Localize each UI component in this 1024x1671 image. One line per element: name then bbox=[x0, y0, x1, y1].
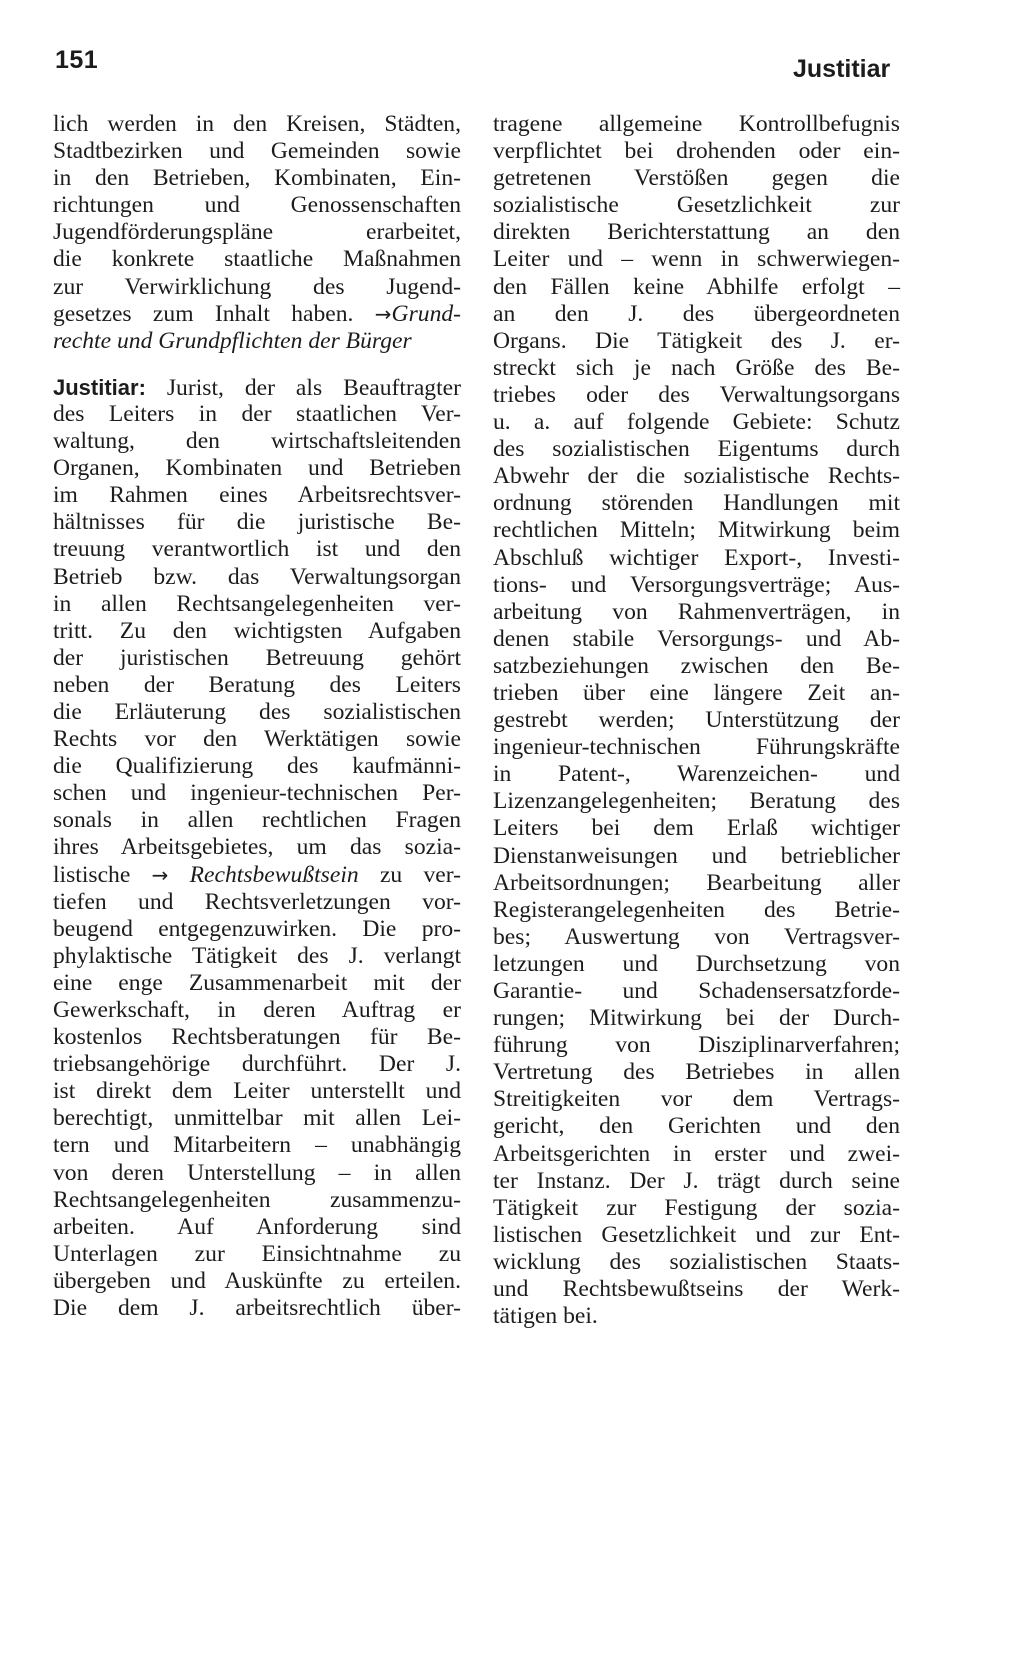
text-line: Abwehr der die sozialistische Rechts- bbox=[493, 463, 900, 490]
text-line: Garantie- und Schadensersatzforde- bbox=[493, 978, 900, 1004]
text-line: tritt. Zu den wichtigsten Aufgaben bbox=[53, 617, 461, 644]
text-line: die Qualifizierung des kaufmänni- bbox=[53, 753, 461, 780]
text-line: waltung, den wirtschaftsleitenden bbox=[53, 428, 461, 455]
text-line: an den J. des übergeordneten bbox=[493, 300, 900, 327]
text-line: trieben über eine längere Zeit an- bbox=[493, 679, 900, 706]
text-line: neben der Beratung des Leiters bbox=[53, 671, 461, 698]
text-line: die konkrete staatliche Maßnahmen bbox=[53, 246, 461, 273]
text-line bbox=[53, 301, 461, 328]
text-line: Organs. Die Tätigkeit des J. er- bbox=[493, 327, 900, 354]
text-line: den Fällen keine Abhilfe erfolgt – bbox=[493, 273, 900, 300]
text-line: sozialistische Gesetzlichkeit zur bbox=[493, 192, 900, 219]
text-line: letzungen und Durchsetzung von bbox=[493, 950, 900, 977]
text-fragment: Jurist, der als Beauftragter bbox=[166, 374, 461, 401]
text-line: Lizenzangelegenheiten; Beratung des bbox=[493, 788, 900, 815]
text-line: des Leiters in der staatlichen Ver- bbox=[53, 400, 461, 427]
text-line: beugend entgegenzuwirken. Die pro- bbox=[53, 915, 461, 942]
arrow-right-icon: → bbox=[151, 862, 169, 887]
text-line: arbeiten. Auf Anforderung sind bbox=[53, 1213, 461, 1240]
text-line: ihres Arbeitsgebietes, um das sozia- bbox=[53, 834, 461, 861]
text-line: gericht, den Gerichten und den bbox=[493, 1113, 900, 1140]
text-line: denen stabile Versorgungs- und Ab- bbox=[493, 625, 900, 652]
text-line: Organen, Kombinaten und Betrieben bbox=[53, 455, 461, 482]
text-line: tions- und Versorgungsverträge; Aus- bbox=[493, 571, 900, 598]
text-line bbox=[53, 374, 461, 401]
page-number: 151 bbox=[55, 46, 99, 74]
text-line: phylaktische Tätigkeit des J. verlangt bbox=[53, 942, 461, 969]
text-line: schen und ingenieur-technischen Per- bbox=[53, 780, 461, 807]
text-fragment: zu ver- bbox=[379, 861, 461, 888]
text-line: Leiter und – wenn in schwerwiegen- bbox=[493, 246, 900, 273]
text-line: direkten Berichterstattung an den bbox=[493, 219, 900, 246]
text-line: Arbeitsgerichten in erster und zwei- bbox=[493, 1140, 900, 1167]
text-line: Jugendförderungspläne erarbeitet, bbox=[53, 219, 461, 246]
dictionary-entry-justitiar bbox=[53, 374, 461, 1322]
text-line: Registerangelegenheiten des Betrie- bbox=[493, 896, 900, 923]
text-line: Die dem J. arbeitsrechtlich über- bbox=[53, 1295, 461, 1322]
text-line: Vertretung des Betriebes in allen bbox=[493, 1059, 900, 1086]
text-line: Dienstanweisungen und betrieblicher bbox=[493, 842, 900, 869]
text-line: und Rechtsbewußtseins der Werk- bbox=[493, 1276, 900, 1303]
text-line: Tätigkeit zur Festigung der sozia- bbox=[493, 1194, 900, 1221]
text-line: ter Instanz. Der J. trägt durch seine bbox=[493, 1167, 900, 1194]
text-line bbox=[53, 862, 461, 889]
text-line: sonals in allen rechtlichen Fragen bbox=[53, 807, 461, 834]
text-line: richtungen und Genossenschaften bbox=[53, 192, 461, 219]
text-line: Stadtbezirken und Gemeinden sowie bbox=[53, 138, 461, 165]
text-line: gestrebt werden; Unterstützung der bbox=[493, 707, 900, 734]
text-line: zur Verwirklichung des Jugend- bbox=[53, 273, 461, 300]
text-line: hältnisses für die juristische Be- bbox=[53, 509, 461, 536]
text-line: getretenen Verstößen gegen die bbox=[493, 165, 900, 192]
text-line: arbeitung von Rahmenverträgen, in bbox=[493, 598, 900, 625]
text-line: lich werden in den Kreisen, Städten, bbox=[53, 111, 461, 137]
text-line: tern und Mitarbeitern – unabhängig bbox=[53, 1132, 461, 1159]
text-line: in den Betrieben, Kombinaten, Ein- bbox=[53, 165, 461, 192]
text-line: berechtigt, unmittelbar mit allen Lei- bbox=[53, 1105, 461, 1132]
text-line: in allen Rechtsangelegenheiten ver- bbox=[53, 590, 461, 617]
text-line: wicklung des sozialistischen Staats- bbox=[493, 1248, 900, 1275]
entry-divider bbox=[53, 355, 461, 374]
text-line: eine enge Zusammenarbeit mit der bbox=[53, 969, 461, 996]
text-line: von deren Unterstellung – in allen bbox=[53, 1159, 461, 1186]
text-line: Leiters bei dem Erlaß wichtiger bbox=[493, 815, 900, 842]
text-line: triebes oder des Verwaltungsorgans bbox=[493, 381, 900, 408]
text-line: die Erläuterung des sozialistischen bbox=[53, 698, 461, 725]
arrow-right-icon: → bbox=[374, 301, 392, 326]
text-line: im Rahmen eines Arbeitsrechtsver- bbox=[53, 482, 461, 509]
text-line: Abschluß wichtiger Export-, Investi- bbox=[493, 544, 900, 571]
text-line: Streitigkeiten vor dem Vertrags- bbox=[493, 1086, 900, 1113]
text-line: ingenieur-technischen Führungskräfte bbox=[493, 734, 900, 761]
text-line: Gewerkschaft, in deren Auftrag er bbox=[53, 997, 461, 1023]
cross-reference-term: Rechtsbewußtsein bbox=[189, 861, 359, 888]
text-line: satzbeziehungen zwischen den Be- bbox=[493, 652, 900, 679]
text-line: Betrieb bzw. das Verwaltungsorgan bbox=[53, 563, 461, 590]
text-line: führung von Disziplinarverfahren; bbox=[493, 1032, 900, 1059]
text-line: in Patent-, Warenzeichen- und bbox=[493, 761, 900, 788]
text-line: ist direkt dem Leiter unterstellt und bbox=[53, 1078, 461, 1105]
text-line: tiefen und Rechtsverletzungen vor- bbox=[53, 888, 461, 915]
previous-entry-continuation bbox=[53, 111, 461, 355]
text-line: rungen; Mitwirkung bei der Durch- bbox=[493, 1005, 900, 1032]
text-line: kostenlos Rechtsberatungen für Be- bbox=[53, 1024, 461, 1051]
text-line: u. a. auf folgende Gebiete: Schutz bbox=[493, 409, 900, 436]
text-line: übergeben und Auskünfte zu erteilen. bbox=[53, 1267, 461, 1294]
cross-reference-term: rechte und Grundpflichten der Bürger bbox=[53, 327, 412, 354]
text-line: verpflichtet bei drohenden oder ein- bbox=[493, 138, 900, 165]
cross-reference-term: Grund- bbox=[391, 300, 462, 327]
text-line: des sozialistischen Eigentums durch bbox=[493, 436, 900, 463]
text-line: tätigen bei. bbox=[493, 1303, 598, 1330]
text-line: Unterlagen zur Einsichtnahme zu bbox=[53, 1240, 461, 1267]
text-line: bes; Auswertung von Vertragsver- bbox=[493, 923, 900, 950]
running-head: Justitiar bbox=[793, 55, 891, 83]
text-line: ordnung störenden Handlungen mit bbox=[493, 490, 900, 517]
text-line: tragene allgemeine Kontrollbefugnis bbox=[493, 111, 900, 137]
right-column bbox=[493, 111, 900, 1330]
text-fragment: gesetzes zum Inhalt haben. bbox=[53, 300, 354, 327]
text-line: streckt sich je nach Größe des Be- bbox=[493, 354, 900, 381]
text-line: triebsangehörige durchführt. Der J. bbox=[53, 1051, 461, 1078]
text-line: Rechtsangelegenheiten zusammenzu- bbox=[53, 1186, 461, 1213]
text-line: treuung verantwortlich ist und den bbox=[53, 536, 461, 563]
text-line: listischen Gesetzlichkeit und zur Ent- bbox=[493, 1221, 900, 1248]
left-column bbox=[53, 111, 461, 1322]
entry-headword: Justitiar: bbox=[53, 374, 146, 400]
text-line: Arbeitsordnungen; Bearbeitung aller bbox=[493, 869, 900, 896]
text-line: der juristischen Betreuung gehört bbox=[53, 644, 461, 671]
text-fragment: listische bbox=[53, 861, 131, 888]
text-line: Rechts vor den Werktätigen sowie bbox=[53, 726, 461, 753]
text-line: rechtlichen Mitteln; Mitwirkung beim bbox=[493, 517, 900, 544]
